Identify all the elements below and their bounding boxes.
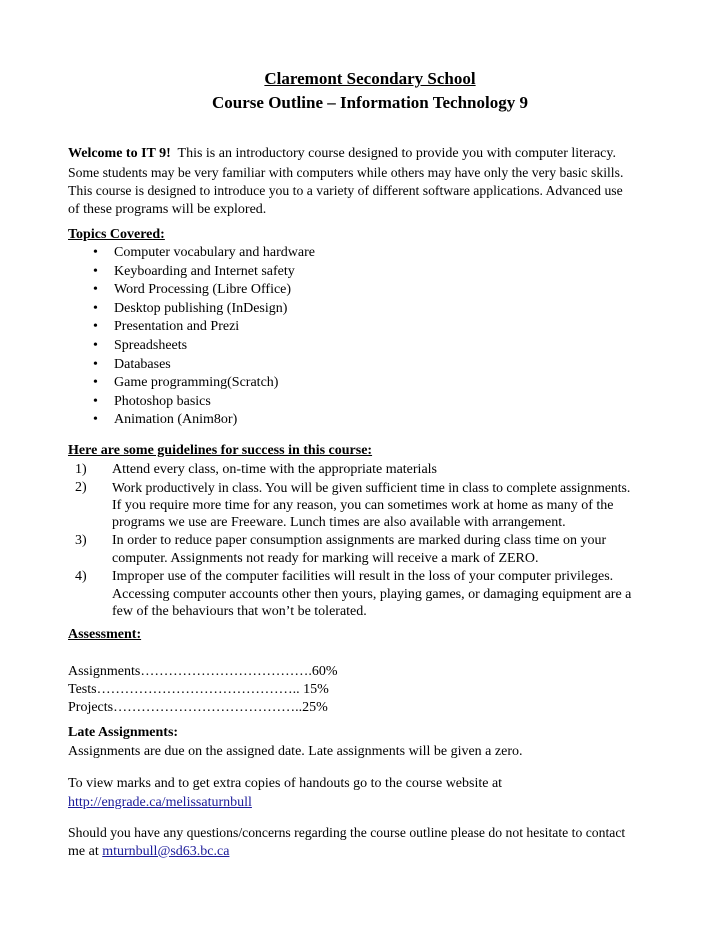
late-text: Assignments are due on the assigned date. Late assignments will be given a zero. [68, 743, 523, 759]
bullet-icon: • [93, 282, 98, 298]
list-item: • Presentation and Prezi [0, 318, 728, 337]
list-item: • Word Processing (Libre Office) [0, 281, 728, 300]
intro-line: Some students may be very familiar with computers while others may have only the very basic skills. [68, 164, 624, 180]
list-item: • Databases [0, 356, 728, 375]
topics-heading [68, 226, 668, 245]
list-item: 3) In order to reduce paper consumption assignments are marked during class time on your computer. Assignments not ready for marking will receive a mark of ZERO. [75, 533, 607, 566]
intro-line: This is an introductory course designed to provide you with computer literacy. [170, 146, 616, 161]
assessment-row: Projects…………………………………..25% [68, 700, 328, 715]
list-item: • Spreadsheets [0, 337, 728, 356]
list-item: 1) Attend every class, on-time with the appropriate materials [75, 462, 438, 477]
bullet-icon: • [93, 337, 98, 353]
list-item: • Animation (Anim8or) [0, 411, 728, 430]
bullet-icon: • [93, 356, 98, 372]
bullet-icon: • [93, 412, 98, 428]
intro-line: of these programs will be explored. [68, 201, 267, 217]
guidelines-heading-text: Here are some guidelines for success in this course: [68, 443, 373, 458]
email-link[interactable]: mturnbull@sd63.bc.ca [102, 843, 230, 859]
late-heading: Late Assignments: [68, 725, 179, 740]
list-item: • Game programming(Scratch) [0, 374, 728, 393]
contact-section [68, 824, 668, 861]
late-section [68, 724, 668, 761]
bullet-icon: • [93, 263, 98, 279]
assessment-row: Tests…………………………………….. 15% [68, 682, 329, 697]
intro-lead: Welcome to IT 9! [68, 146, 171, 161]
guidelines-heading [68, 442, 668, 461]
bullet-icon: • [93, 245, 98, 260]
topics-list [0, 244, 728, 430]
list-item: 4) Improper use of the computer facilities will result in the loss of your computer privileges. Accessing computer accounts other then yours, playing games, or damaging equipment are a few of the behaviours that won’t be tolerated. [75, 568, 632, 620]
bullet-icon: • [93, 319, 98, 335]
assessment-row: Assignments……………………………….60% [68, 664, 338, 679]
list-item: 2) Work productively in class. You will be given sufficient time in class to complete assignments. If you require more time for any reason, you can sometimes work at home as many of the programs we use are Freeware. Lunch times are also available with arrangement. [75, 479, 631, 531]
contact-text: Should you have any questions/concerns regarding the course outline please do not hesitate to contact [68, 825, 626, 840]
topics-heading-text: Topics Covered: [68, 227, 165, 242]
bullet-icon: • [93, 393, 98, 409]
list-item: • Desktop publishing (InDesign) [0, 300, 728, 319]
intro-paragraph [68, 145, 668, 219]
intro-line: This course is designed to introduce you to a variety of different software applications. Advanced use [68, 183, 623, 198]
website-text: To view marks and to get extra copies of handouts go to the course website at [68, 776, 503, 791]
course-title: Course Outline – Information Technology 9 [212, 93, 528, 112]
bullet-icon: • [93, 375, 98, 391]
bullet-icon: • [93, 300, 98, 316]
assessment-table [68, 663, 668, 717]
list-item: • Photoshop basics [0, 393, 728, 412]
guidelines-list [0, 461, 728, 621]
website-section [68, 775, 668, 812]
course-website-link[interactable]: http://engrade.ca/melissaturnbull [68, 794, 252, 810]
list-item: • Keyboarding and Internet safety [0, 263, 728, 282]
assessment-heading [68, 626, 668, 645]
school-title: Claremont Secondary School [264, 69, 476, 88]
contact-prefix: me at [68, 843, 103, 859]
list-item: • Computer vocabulary and hardware [0, 244, 728, 263]
assessment-heading-text: Assessment: [68, 627, 142, 642]
